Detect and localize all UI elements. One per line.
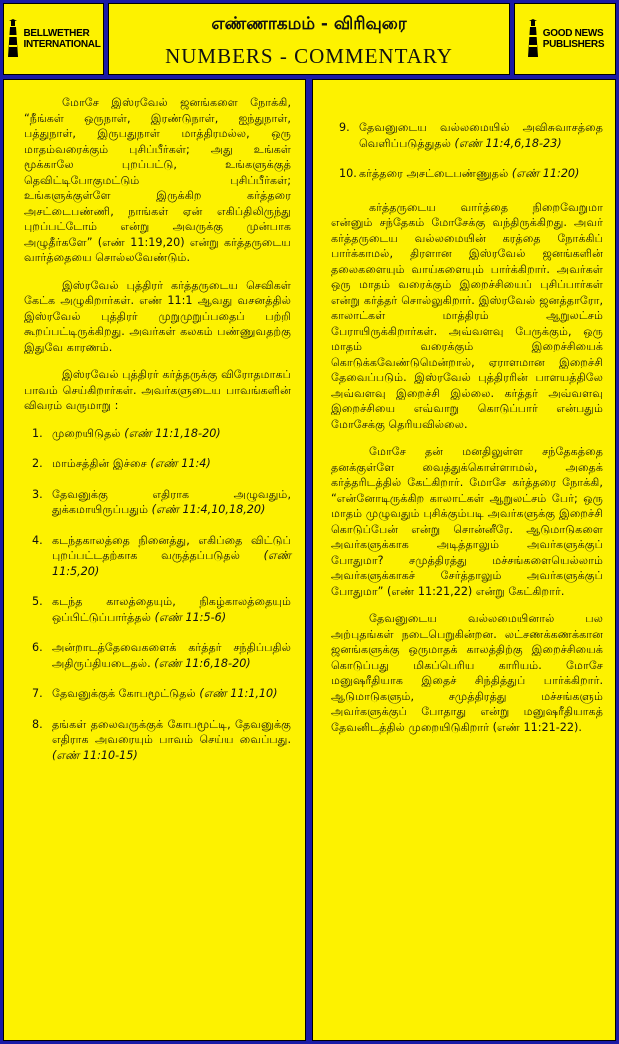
left-paragraph-1: மோசே இஸ்ரவேல் ஜனங்களை நோக்கி, “நீங்கள் ஒருநாள், இரண்டுநாள், ஐந்துநாள், பத்துநாள், இருபதுநாள் மாத்திரமல்ல, ஒரு மாதம்வரைக்கும் புசிப்பீர்கள்; அது உங்கள் மூக்காலே புறப்பட்டு, உங்களுக்குத் தெவிட்டிபோகுமட்டும் புசிப்பீர்கள்; உங்களுக்குள்ளே இருக்கிற கர்த்தரை அசட்டைபண்ணி, நாங்கள் ஏன் எகிப்திலிருந்து புறப்பட்டோம் என்று அவருக்கு முன்பாக அழுதீர்களே” (எண் 11:19,20) என்று கர்த்தருடைய வார்த்தையை சொல்லவேண்டும். [24,96,291,264]
bellwether-logo [3,3,104,75]
list-item-text [52,487,291,518]
left-logo-line2: INTERNATIONAL [23,39,101,50]
scripture-reference: (எண் 11:10-15) [52,748,138,762]
list-item-number: 3. [32,487,43,501]
left-logo-line1: BELLWETHER [23,28,90,39]
list-item-label: கர்த்தரை அசட்டைபண்ணுதல் [359,167,512,180]
list-item [32,717,291,764]
list-item [339,166,603,182]
list-item-number: 6. [32,641,43,654]
list-item-text [359,120,603,151]
list-item-text [52,426,291,442]
list-item-text [52,594,291,625]
title-english: NUMBERS - COMMENTARY [165,44,453,68]
list-item-text [52,640,291,671]
right-paragraph-3: தேவனுடைய வல்லமையினால் பல அற்புதங்கள் நடைபெறுகின்றன. லட்சணக்கணக்கான ஜனங்களுக்கு ஒருமாதக் காலத்திற்கு இறைச்சியைக் கொடுப்பது மிகப்பெரிய காரியம். மோசே மனுஷரீதியாக இதைச் சிந்தித்துப் பார்க்கிறார். ஆடுமாடுகளும், சமுத்திரத்து மச்சங்களும் அவர்களுக்குப் போதாது என்று மனுஷரீதியாகத் தேவனிடத்தில் முறையிடுகிறார் (எண் 11:21-22). [331,612,603,734]
scripture-reference: (எண் 11:4,10,18,20) [151,503,266,516]
scripture-reference: (எண் 11:1,10) [199,687,278,700]
scripture-reference: (எண் 11:20) [511,167,580,180]
list-item [32,686,291,702]
list-item-text [52,456,291,472]
list-item [32,456,291,472]
list-item-text [52,686,291,702]
list-item-number: 10. [339,167,357,180]
left-paragraph-2: இஸ்ரவேல் புத்திரர் கர்த்தருடைய செவிகள் கேட்க அழுகிறார்கள். எண் 11:1 ஆவது வசனத்தில் இஸ்ரவேல் புத்திரர் முறுமுறுப்பதைப் பற்றி கூறப்பட்டிருக்கிறது. அவர்கள் கலகம் பண்ணுவதற்கு இதுவே காரணம். [24,278,291,354]
right-logo-line2: PUBLISHERS [542,39,605,50]
list-item-number: 1. [32,426,43,440]
scripture-reference: (எண் 11:5,20) [52,549,291,578]
right-paragraph-1: கர்த்தருடைய வார்த்தை நிறைவேறுமா என்னும் சந்தேகம் மோசேக்கு வந்திருக்கிறது. அவர் கர்த்தருடைய வல்லமையின் கரத்தை நோக்கிப் பார்க்காமல், திரளான இஸ்ரவேல் ஜனங்களின் தலைகளையும் வாய்களையும் பார்க்கிறார். அவர்கள் ஒரு மாதம் வரைக்கும் இறைச்சியைப் புசிப்பார்கள் என்று கர்த்தர் சொல்லுகிறார். இஸ்ரவேல் ஜனத்தாரோ, காலாட்கள் மாத்திரம் ஆறுலட்சம் பேராயிருக்கிறார்கள். அவ்வளவு பேருக்கும், ஒரு மாதம் வரைக்கும் இறைச்சியைக் கொடுக்கவேண்டுமென்றால், ஏராளமான இறைச்சி தேவைப்படும். இஸ்ரவேல் புத்திரரின் பாளயத்திலே அவ்வளவு இறைச்சி இல்லை. கர்த்தர் அவ்வளவு இறைச்சியை எவ்வாறு கொடுப்பார் என்பதும் மோசேக்கு தெரியவில்லை. [331,200,603,431]
list-item [32,640,291,671]
lighthouse-icon [526,19,540,59]
list-item [32,487,291,518]
left-column [3,79,306,1041]
right-paragraph-2: மோசே தன் மனதிலுள்ள சந்தேகத்தை தனக்குள்ளே வைத்துக்கொள்ளாமல், அதைக் கர்த்தரிடத்தில் கேட்கிறார். மோசே கர்த்தரை நோக்கி, “என்னோடிருக்கிற காலாட்கள் ஆறுலட்சம் பேர்; ஒரு மாதம் முழுவதும் புசிக்கும்படி அவர்களுக்கு இறைச்சி கொடுப்பேன் என்று சொன்னீரே. ஆடுமாடுகளை அவர்களுக்காக அடித்தாலும் அவர்களுக்குப் போதுமா? சமுத்திரத்து மச்சங்களையெல்லாம் அவர்களுக்காகச் சேர்த்தாலும் அவர்களுக்குப் போதுமா” (எண் 11:21,22) என்று கேட்கிறார். [331,445,603,598]
list-item [32,594,291,625]
lighthouse-icon [6,19,20,59]
list-item-text [52,717,291,764]
list-item-number: 5. [32,595,43,608]
scripture-reference: (எண் 11:4) [150,457,211,470]
list-item-text [52,533,291,580]
list-item-number: 7. [32,687,43,700]
list-item [339,120,603,151]
left-paragraph-3: இஸ்ரவேல் புத்திரர் கர்த்தருக்கு விரோதமாகப் பாவம் செய்கிறார்கள். அவர்களுடைய பாவங்களின் விவரம் வருமாறு : [24,368,291,412]
scripture-reference: (எண் 11:5-6) [154,610,227,624]
list-item-label: தேவனுக்குக் கோபமூட்டுதல் [52,687,200,700]
list-item-number: 9. [339,121,350,134]
list-item-number: 4. [32,533,43,547]
scripture-reference: (எண் 11:4,6,18-23) [454,136,562,150]
list-item-label: முறையிடுதல் [52,426,125,440]
right-logo-line1: GOOD NEWS [542,28,604,39]
list-item-label: அன்றாடத்தேவைகளைக் கர்த்தர் சந்திப்பதில் அதிருப்தியடைதல். [52,641,291,670]
list-item-number: 2. [32,457,43,470]
right-column [312,79,616,1041]
list-item [32,426,291,442]
scripture-reference: (எண் 11:6,18-20) [154,656,251,670]
list-item-label: தேவனுடைய வல்லமையில் அவிசுவாசத்தை வெளிப்படுத்துதல் [359,121,603,150]
title-tamil: எண்ணாகமம் - விரிவுரை [211,14,407,34]
sin-list [24,426,291,764]
list-item-label: தங்கள் தலைவருக்குக் கோபமூட்டி, தேவனுக்கு எதிராக அவரையும் பாவம் செய்ய வைப்பது. [52,717,291,746]
scripture-reference: (எண் 11:1,18-20) [124,426,221,440]
list-item-label: கடந்தகாலத்தை நினைத்து, எகிப்தை விட்டுப் புறப்பட்டதற்காக வருத்தப்படுதல் [52,533,291,562]
list-item-text [359,166,603,182]
list-item-number: 8. [32,717,43,731]
list-item [32,533,291,580]
sin-list-continued [331,120,603,182]
title-box [108,3,510,75]
list-item-label: கடந்த காலத்தையும், நிகழ்காலத்தையும் ஒப்பிட்டுப்பார்த்தல் [52,595,291,624]
list-item-label: மாம்சத்தின் இச்சை [52,457,151,470]
good-news-logo [514,3,616,75]
list-item-label: தேவனுக்கு எதிராக அழுவதும், துக்கமாயிருப்பதும் [52,487,291,516]
